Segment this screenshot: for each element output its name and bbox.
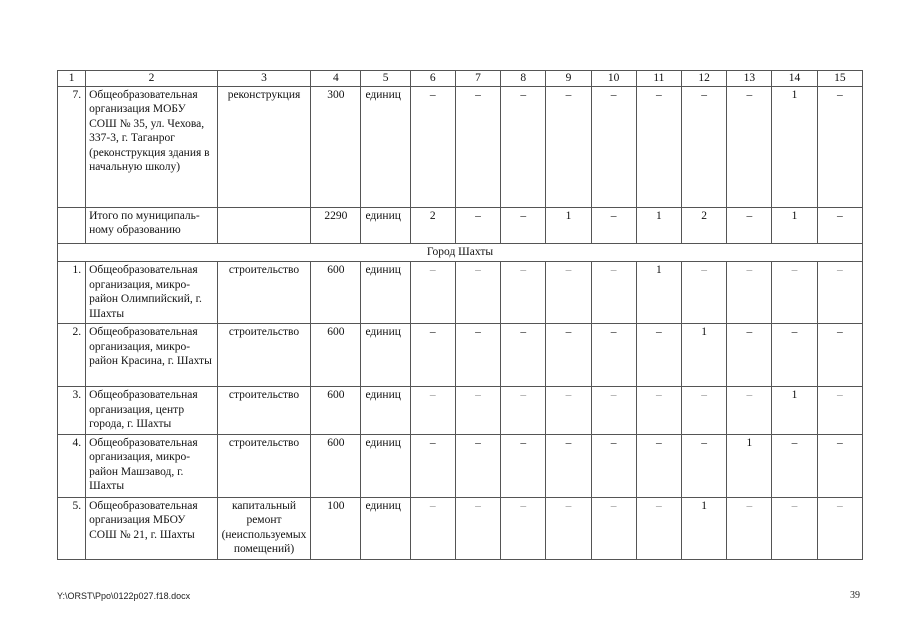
cell-col8: – bbox=[501, 324, 546, 387]
cell-col10: – bbox=[591, 262, 636, 324]
header-cell: 3 bbox=[217, 71, 310, 87]
organization-name: Общеобразовательная организация, микро-район Олимпийский, г. Шахты bbox=[86, 262, 218, 324]
cell-col7: – bbox=[455, 497, 500, 559]
quantity: 2290 bbox=[311, 207, 361, 243]
cell-col6: – bbox=[410, 387, 455, 435]
work-type: строительство bbox=[217, 262, 310, 324]
table-row bbox=[58, 86, 863, 207]
cell-col8: – bbox=[501, 86, 546, 207]
organization-name: Общеобразовательная организация МОБУ СОШ № 35, ул. Чехова, 337-3, г. Таганрог (реконструкция здания в начальную школу) bbox=[86, 86, 218, 207]
unit: единиц bbox=[361, 207, 410, 243]
cell-col9: – bbox=[546, 262, 591, 324]
organization-name: Итого по муниципаль-ному образованию bbox=[86, 207, 218, 243]
work-type: строительство bbox=[217, 324, 310, 387]
data-table bbox=[57, 70, 863, 560]
cell-col6: – bbox=[410, 324, 455, 387]
cell-col11: 1 bbox=[636, 262, 681, 324]
row-number bbox=[58, 207, 86, 243]
cell-col12: 1 bbox=[682, 497, 727, 559]
cell-col7: – bbox=[455, 262, 500, 324]
work-type bbox=[217, 207, 310, 243]
quantity: 600 bbox=[311, 434, 361, 497]
cell-col7: – bbox=[455, 434, 500, 497]
cell-col12: 2 bbox=[682, 207, 727, 243]
unit: единиц bbox=[361, 324, 410, 387]
cell-col11: 1 bbox=[636, 207, 681, 243]
cell-col15: – bbox=[817, 207, 862, 243]
unit: единиц bbox=[361, 434, 410, 497]
cell-col12: – bbox=[682, 262, 727, 324]
organization-name: Общеобразовательная организация, микро-район Красина, г. Шахты bbox=[86, 324, 218, 387]
cell-col14: 1 bbox=[772, 387, 817, 435]
cell-col9: – bbox=[546, 497, 591, 559]
page-number: 39 bbox=[850, 590, 860, 601]
work-type: капитальный ремонт (неиспользуемых помещений) bbox=[217, 497, 310, 559]
cell-col8: – bbox=[501, 497, 546, 559]
cell-col9: – bbox=[546, 387, 591, 435]
header-cell: 13 bbox=[727, 71, 772, 87]
organization-name: Общеобразовательная организация, центр города, г. Шахты bbox=[86, 387, 218, 435]
quantity: 600 bbox=[311, 387, 361, 435]
cell-col15: – bbox=[817, 387, 862, 435]
cell-col11: – bbox=[636, 387, 681, 435]
section-row bbox=[58, 243, 863, 262]
cell-col10: – bbox=[591, 86, 636, 207]
cell-col6: – bbox=[410, 86, 455, 207]
cell-col14: – bbox=[772, 262, 817, 324]
cell-col15: – bbox=[817, 497, 862, 559]
cell-col6: – bbox=[410, 434, 455, 497]
cell-col13: – bbox=[727, 497, 772, 559]
cell-col8: – bbox=[501, 434, 546, 497]
cell-col10: – bbox=[591, 497, 636, 559]
table-body bbox=[58, 71, 863, 560]
cell-col9: 1 bbox=[546, 207, 591, 243]
cell-col13: – bbox=[727, 207, 772, 243]
unit: единиц bbox=[361, 387, 410, 435]
header-cell: 8 bbox=[501, 71, 546, 87]
table-row bbox=[58, 324, 863, 387]
cell-col14: 1 bbox=[772, 207, 817, 243]
header-cell: 7 bbox=[455, 71, 500, 87]
cell-col12: – bbox=[682, 387, 727, 435]
cell-col10: – bbox=[591, 434, 636, 497]
cell-col6: 2 bbox=[410, 207, 455, 243]
cell-col8: – bbox=[501, 262, 546, 324]
table-row bbox=[58, 387, 863, 435]
quantity: 100 bbox=[311, 497, 361, 559]
table-row bbox=[58, 434, 863, 497]
cell-col12: 1 bbox=[682, 324, 727, 387]
quantity: 600 bbox=[311, 324, 361, 387]
cell-col6: – bbox=[410, 262, 455, 324]
work-type: строительство bbox=[217, 387, 310, 435]
cell-col15: – bbox=[817, 86, 862, 207]
work-type: строительство bbox=[217, 434, 310, 497]
file-path: Y:\ORST\Ppo\0122p027.f18.docx bbox=[57, 591, 191, 601]
header-cell: 6 bbox=[410, 71, 455, 87]
cell-col10: – bbox=[591, 207, 636, 243]
cell-col7: – bbox=[455, 86, 500, 207]
cell-col11: – bbox=[636, 86, 681, 207]
cell-col8: – bbox=[501, 387, 546, 435]
row-number: 2. bbox=[58, 324, 86, 387]
cell-col11: – bbox=[636, 497, 681, 559]
cell-col9: – bbox=[546, 434, 591, 497]
cell-col12: – bbox=[682, 86, 727, 207]
cell-col13: 1 bbox=[727, 434, 772, 497]
work-type: реконструкция bbox=[217, 86, 310, 207]
cell-col6: – bbox=[410, 497, 455, 559]
cell-col15: – bbox=[817, 324, 862, 387]
table-row bbox=[58, 497, 863, 559]
table-row bbox=[58, 262, 863, 324]
header-cell: 5 bbox=[361, 71, 410, 87]
quantity: 600 bbox=[311, 262, 361, 324]
cell-col10: – bbox=[591, 324, 636, 387]
header-cell: 1 bbox=[58, 71, 86, 87]
unit: единиц bbox=[361, 86, 410, 207]
row-number: 1. bbox=[58, 262, 86, 324]
header-cell: 15 bbox=[817, 71, 862, 87]
organization-name: Общеобразовательная организация, микро-район Машзавод, г. Шахты bbox=[86, 434, 218, 497]
cell-col12: – bbox=[682, 434, 727, 497]
header-cell: 14 bbox=[772, 71, 817, 87]
table-row bbox=[58, 207, 863, 243]
organization-name: Общеобразовательная организация МБОУ СОШ № 21, г. Шахты bbox=[86, 497, 218, 559]
cell-col11: – bbox=[636, 324, 681, 387]
quantity: 300 bbox=[311, 86, 361, 207]
header-row bbox=[58, 71, 863, 87]
cell-col13: – bbox=[727, 387, 772, 435]
cell-col14: – bbox=[772, 324, 817, 387]
cell-col15: – bbox=[817, 262, 862, 324]
header-cell: 11 bbox=[636, 71, 681, 87]
row-number: 5. bbox=[58, 497, 86, 559]
cell-col11: – bbox=[636, 434, 681, 497]
cell-col7: – bbox=[455, 324, 500, 387]
header-cell: 2 bbox=[86, 71, 218, 87]
header-cell: 9 bbox=[546, 71, 591, 87]
row-number: 7. bbox=[58, 86, 86, 207]
cell-col7: – bbox=[455, 207, 500, 243]
header-cell: 10 bbox=[591, 71, 636, 87]
cell-col13: – bbox=[727, 86, 772, 207]
cell-col13: – bbox=[727, 262, 772, 324]
cell-col9: – bbox=[546, 324, 591, 387]
section-title: Город Шахты bbox=[58, 243, 863, 262]
cell-col10: – bbox=[591, 387, 636, 435]
cell-col8: – bbox=[501, 207, 546, 243]
header-cell: 4 bbox=[311, 71, 361, 87]
cell-col7: – bbox=[455, 387, 500, 435]
cell-col9: – bbox=[546, 86, 591, 207]
cell-col14: – bbox=[772, 434, 817, 497]
unit: единиц bbox=[361, 262, 410, 324]
cell-col14: – bbox=[772, 497, 817, 559]
cell-col14: 1 bbox=[772, 86, 817, 207]
row-number: 3. bbox=[58, 387, 86, 435]
header-cell: 12 bbox=[682, 71, 727, 87]
unit: единиц bbox=[361, 497, 410, 559]
cell-col15: – bbox=[817, 434, 862, 497]
cell-col13: – bbox=[727, 324, 772, 387]
row-number: 4. bbox=[58, 434, 86, 497]
